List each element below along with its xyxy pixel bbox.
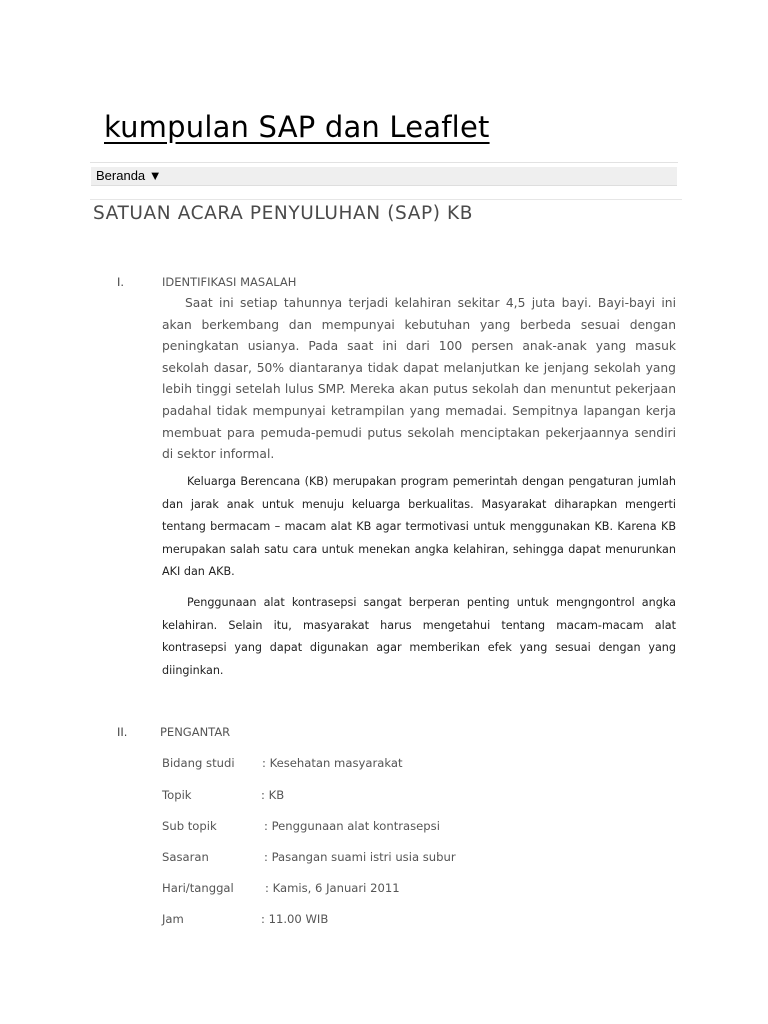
info-label-topik: Topik xyxy=(162,788,192,802)
info-label-sasaran: Sasaran xyxy=(162,850,209,864)
section1-paragraph-1: Saat ini setiap tahunnya terjadi kelahiran sekitar 4,5 juta bayi. Bayi-bayi ini akan berkembang dan mempunyai kebutuhan yang berbeda sesuai dengan peningkatan usianya. Pada saat ini dari 100 persen anak-anak yang masuk sekolah dasar, 50% diantaranya tidak dapat melanjutkan ke jenjang sekolah yang lebih tinggi setelah lulus SMP. Mereka akan putus sekolah dan menuntut pekerjaan padahal tidak mempunyai ketrampilan yang memadai. Sempitnya lapangan kerja membuat para pemuda-pemudi putus sekolah menciptakan pekerjaannya sendiri di sektor informal. xyxy=(162,296,676,462)
section2-number: II. xyxy=(117,725,128,739)
info-value-jam: : 11.00 WIB xyxy=(261,912,329,926)
info-value-sub-topik: : Penggunaan alat kontrasepsi xyxy=(264,819,440,833)
nav-divider-bottom xyxy=(90,199,682,200)
section1-number: I. xyxy=(117,275,125,289)
info-value-hari-tanggal: : Kamis, 6 Januari 2011 xyxy=(265,881,400,895)
blog-title[interactable]: kumpulan SAP dan Leaflet xyxy=(104,110,490,144)
nav-bar xyxy=(91,167,677,186)
info-label-bidang-studi: Bidang studi xyxy=(162,756,235,770)
nav-menu-dropdown[interactable]: Beranda ▼ xyxy=(96,168,162,183)
section2-heading: PENGANTAR xyxy=(160,725,231,739)
section1-paragraph-3: Penggunaan alat kontrasepsi sangat berperan penting untuk mengngontrol angka kelahiran. Selain itu, masyarakat harus mengetahui tentang macam-macam alat kontrasepsi yang dapat digunakan agar memberikan efek yang sesuai dengan yang diinginkan. xyxy=(162,596,676,677)
info-value-topik: : KB xyxy=(261,788,285,802)
post-title: SATUAN ACARA PENYULUHAN (SAP) KB xyxy=(93,203,474,224)
info-label-jam: Jam xyxy=(162,912,184,926)
section1-paragraph-2: Keluarga Berencana (KB) merupakan program pemerintah dengan pengaturan jumlah dan jarak anak untuk menuju keluarga berkualitas. Masyarakat diharapkan mengerti tentang bermacam – macam alat KB agar termotivasi untuk menggunakan KB. Karena KB merupakan salah satu cara untuk menekan angka kelahiran, sehingga dapat menurunkan AKI dan AKB. xyxy=(162,475,676,578)
info-value-bidang-studi: : Kesehatan masyarakat xyxy=(262,756,403,770)
nav-divider-top xyxy=(90,162,678,163)
section1-heading: IDENTIFIKASI MASALAH xyxy=(162,275,297,289)
info-value-sasaran: : Pasangan suami istri usia subur xyxy=(264,850,456,864)
info-label-sub-topik: Sub topik xyxy=(162,819,217,833)
info-label-hari-tanggal: Hari/tanggal xyxy=(162,881,234,895)
